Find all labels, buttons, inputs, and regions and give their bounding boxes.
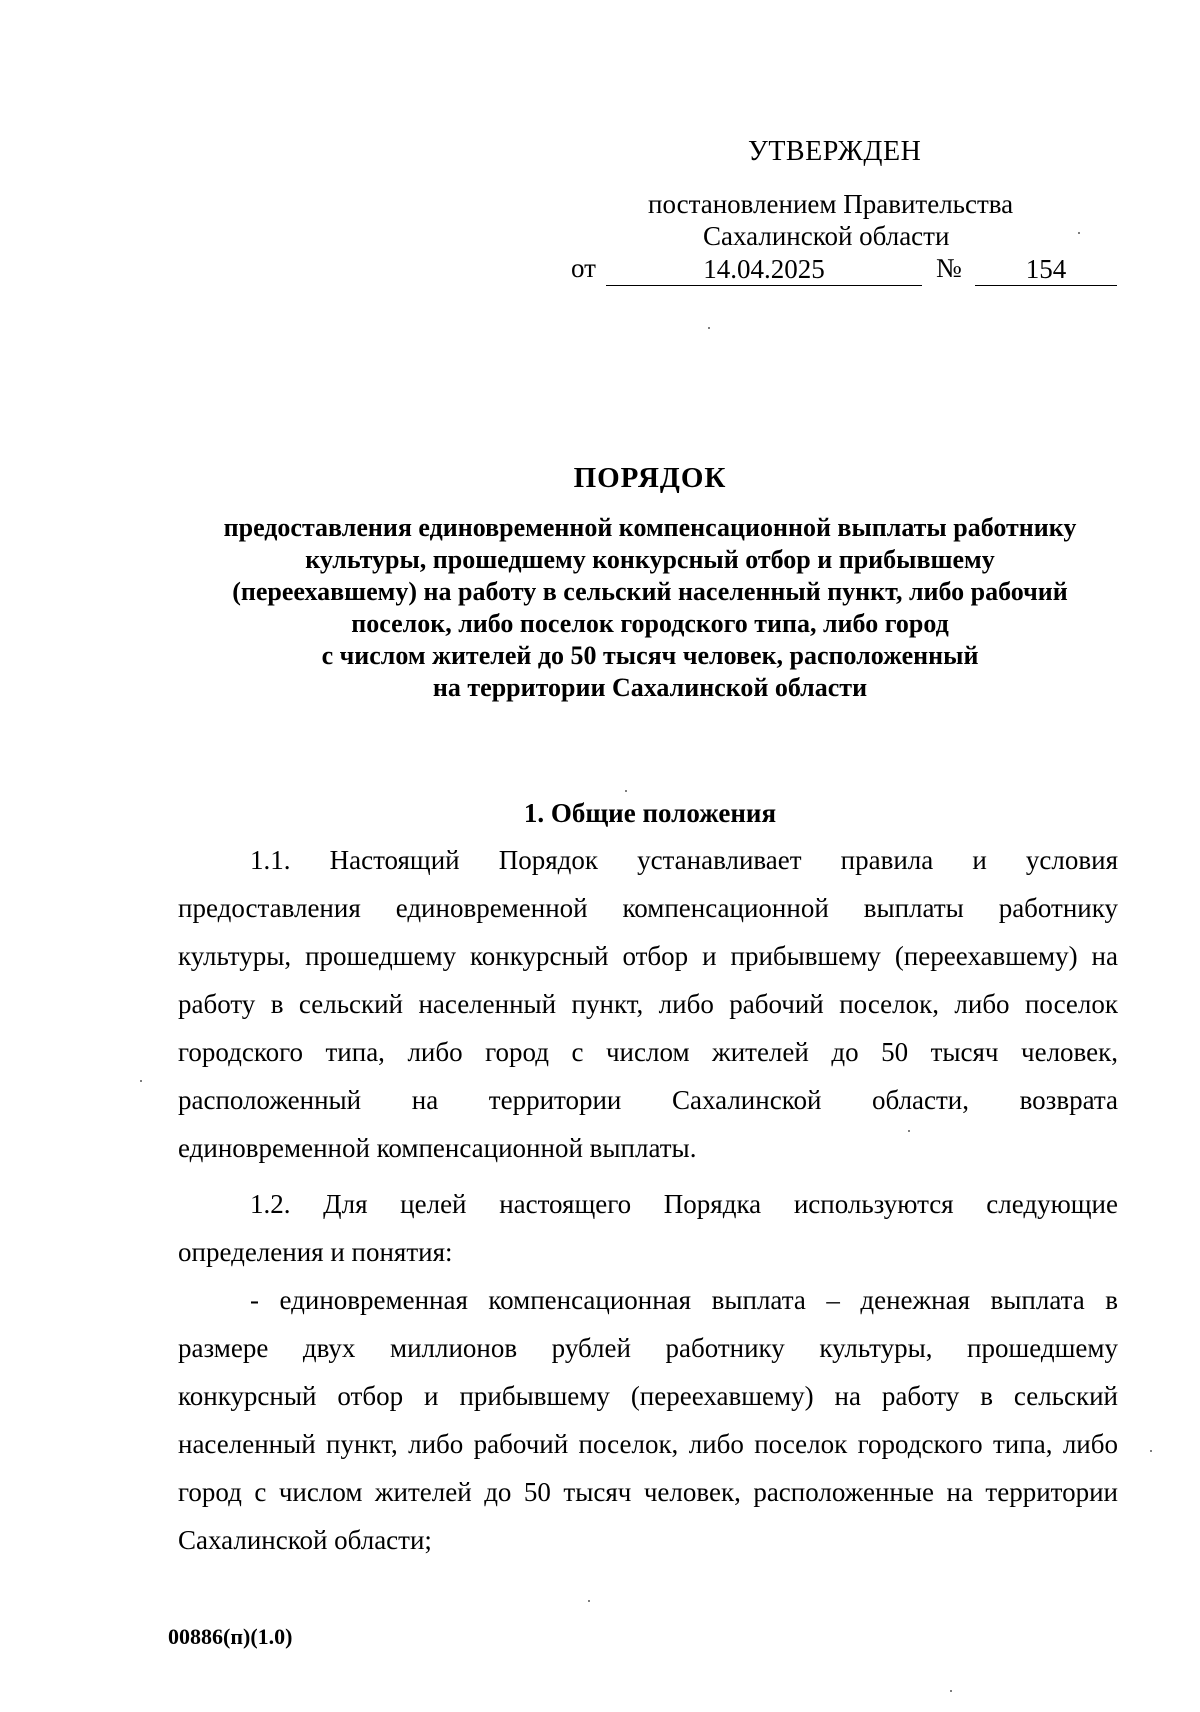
paragraph-line: расположенный на территории Сахалинской области, возврата [178,1085,1118,1115]
paragraph-line: определения и понятия: [178,1237,453,1267]
paragraph-line: 1.2. Для целей настоящего Порядка используются следующие [250,1189,1118,1219]
paragraph-line: - единовременная компенсационная выплата – денежная выплата в [250,1285,1118,1315]
subtitle-line: (переехавшему) на работу в сельский населенный пункт, либо рабочий [232,577,1068,606]
subtitle-line: на территории Сахалинской области [432,673,868,702]
subtitle-line: предоставления единовременной компенсационной выплаты работнику [223,513,1077,542]
approval-title: УТВЕРЖДЕН [748,136,922,167]
section-heading: 1. Общие положения [523,798,777,828]
scan-speck [708,327,710,329]
paragraph-line: работу в сельский населенный пункт, либо рабочий поселок, либо поселок [178,989,1118,1019]
scan-speck [140,1080,142,1082]
document-subtitle [180,512,1120,704]
scan-speck [1150,1450,1152,1452]
document-title: ПОРЯДОК [573,462,727,494]
paragraph-line: 1.1. Настоящий Порядок устанавливает правила и условия [250,845,1118,875]
subtitle-line: с числом жителей до 50 тысяч человек, расположенный [321,641,979,670]
subtitle-line: культуры, прошедшему конкурсный отбор и прибывшему [305,545,995,574]
paragraph-line: размере двух миллионов рублей работнику культуры, прошедшему [178,1333,1118,1363]
paragraph-line: конкурсный отбор и прибывшему (переехавшему) на работу в сельский [178,1381,1118,1411]
scan-speck [908,1130,910,1132]
scan-speck [588,1600,590,1602]
approval-decree-line: постановлением Правительства [648,189,1014,219]
paragraph-line: городского типа, либо город с числом жителей до 50 тысяч человек, [178,1037,1118,1067]
number-label: № [936,253,962,283]
paragraph-line: Сахалинской области; [178,1525,432,1555]
definition-paragraph [178,1276,1118,1564]
subtitle-line: поселок, либо поселок городского типа, либо город [351,609,949,638]
document-code: 00886(п)(1.0) [168,1624,293,1649]
paragraph-line: единовременной компенсационной выплаты. [178,1133,697,1163]
paragraph-line: город с числом жителей до 50 тысяч человек, расположенные на территории [178,1477,1118,1507]
scan-speck [950,1690,952,1692]
approval-region-line: Сахалинской области [703,221,950,251]
scan-speck [1078,232,1080,234]
paragraph-1-2 [178,1180,1118,1276]
paragraph-line: населенный пункт, либо рабочий поселок, либо поселок городского типа, либо [178,1429,1118,1459]
scan-speck [625,790,627,792]
approval-number: 154 [975,253,1117,286]
approval-date: 14.04.2025 [606,253,922,286]
date-label: от [571,253,596,283]
paragraph-line: предоставления единовременной компенсационной выплаты работнику [178,893,1118,923]
paragraph-1-1 [178,836,1118,1172]
paragraph-line: культуры, прошедшему конкурсный отбор и прибывшему (переехавшему) на [178,941,1118,971]
